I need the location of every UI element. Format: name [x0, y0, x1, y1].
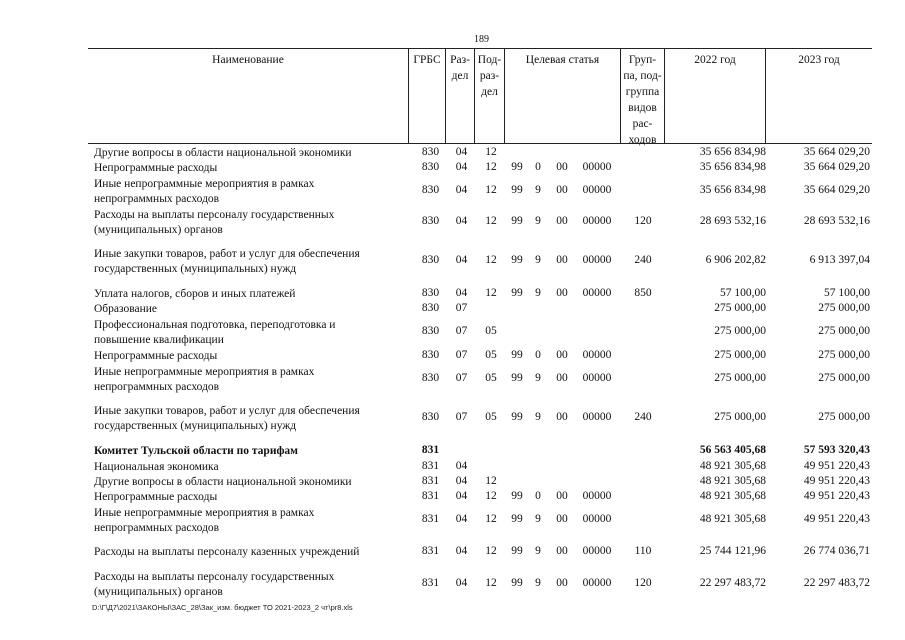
cell-rz: 04 [455, 475, 468, 487]
cell-cs3: 00 [556, 349, 568, 361]
cell-grbs: 830 [421, 411, 440, 423]
cell-cs3: 00 [556, 513, 568, 525]
cell-cs1: 99 [511, 215, 523, 227]
cell-rz: 04 [455, 254, 468, 266]
cell-name: Иные непрограммные мероприятия в рамках непрограммных расходов [94, 178, 315, 205]
cell-v2022: 275 000,00 [714, 302, 766, 314]
header-2023: 2023 год [798, 54, 840, 66]
header-podrazdel: Под- раз- дел [475, 49, 505, 143]
cell-rz: 07 [455, 372, 468, 384]
cell-v2022: 48 921 305,68 [699, 513, 766, 525]
cell-cs2: 0 [535, 490, 541, 502]
cell-name: Профессиональная подготовка, переподготовка и повышение квалификации [94, 319, 336, 346]
cell-name: Расходы на выплаты персоналу государственных (муниципальных) органов [94, 209, 335, 236]
cell-grbs: 830 [421, 287, 440, 299]
cell-v2022: 57 100,00 [720, 287, 766, 299]
cell-name: Уплата налогов, сборов и иных платежей [94, 288, 296, 300]
cell-v2022: 48 921 305,68 [699, 490, 766, 502]
header-group: Груп- па, под- группа видов рас- ходов [621, 49, 665, 143]
cell-v2022: 6 906 202,82 [705, 254, 766, 266]
cell-cs4: 00000 [582, 411, 612, 423]
cell-pr: 12 [485, 513, 497, 525]
cell-grbs: 830 [421, 372, 440, 384]
cell-rz: 04 [455, 513, 468, 525]
cell-name: Расходы на выплаты персоналу казенных учреждений [94, 546, 360, 558]
cell-v2022: 275 000,00 [714, 349, 766, 361]
cell-name: Другие вопросы в области национальной экономики [94, 476, 352, 488]
cell-grbs: 831 [421, 577, 440, 589]
cell-cs4: 00000 [582, 184, 612, 196]
cell-cs2: 9 [535, 513, 541, 525]
cell-cs3: 00 [556, 254, 568, 266]
cell-cs2: 9 [535, 254, 541, 266]
cell-cs4: 00000 [582, 161, 612, 173]
cell-rz: 04 [455, 161, 468, 173]
cell-cs2: 9 [535, 287, 541, 299]
cell-pr: 05 [485, 411, 497, 423]
cell-cs3: 00 [556, 372, 568, 384]
cell-rz: 04 [455, 287, 468, 299]
cell-pr: 12 [485, 545, 497, 557]
cell-cs3: 00 [556, 161, 568, 173]
cell-rz: 04 [455, 146, 468, 158]
cell-cs3: 00 [556, 215, 568, 227]
cell-v2022: 35 656 834,98 [699, 146, 766, 158]
cell-cs1: 99 [511, 490, 523, 502]
cell-v2023: 57 593 320,43 [803, 444, 870, 456]
cell-v2022: 48 921 305,68 [699, 460, 766, 472]
cell-cs4: 00000 [582, 545, 612, 557]
cell-cs4: 00000 [582, 577, 612, 589]
cell-pr: 12 [485, 577, 497, 589]
cell-pr: 12 [485, 215, 497, 227]
cell-grbs: 831 [421, 460, 440, 472]
cell-name: Национальная экономика [94, 461, 219, 473]
cell-grbs: 831 [421, 513, 440, 525]
cell-rz: 04 [455, 460, 468, 472]
cell-rz: 07 [455, 349, 468, 361]
cell-name: Иные закупки товаров, работ и услуг для обеспечения государственных (муниципальных) нужд [94, 405, 360, 432]
cell-pr: 12 [485, 490, 497, 502]
cell-grbs: 831 [421, 475, 440, 487]
cell-name: Другие вопросы в области национальной экономики [94, 147, 352, 159]
cell-cs1: 99 [511, 372, 523, 384]
cell-rz: 07 [455, 411, 468, 423]
cell-v2023: 35 664 029,20 [803, 146, 870, 158]
cell-v2023: 275 000,00 [818, 411, 870, 423]
cell-cs1: 99 [511, 287, 523, 299]
header-grbs: ГРБС [409, 49, 446, 143]
cell-cs2: 0 [535, 161, 541, 173]
cell-name: Иные непрограммные мероприятия в рамках непрограммных расходов [94, 366, 315, 393]
cell-name: Иные непрограммные мероприятия в рамках непрограммных расходов [94, 507, 315, 534]
header-target: Целевая статья [505, 49, 621, 143]
cell-v2023: 275 000,00 [818, 325, 870, 337]
cell-cs1: 99 [511, 411, 523, 423]
cell-rz: 04 [455, 490, 468, 502]
cell-pr: 12 [485, 287, 497, 299]
cell-grbs: 831 [421, 545, 440, 557]
cell-cs4: 00000 [582, 287, 612, 299]
cell-name: Образование [94, 303, 158, 315]
cell-v2023: 28 693 532,16 [803, 215, 870, 227]
cell-cs2: 9 [535, 372, 541, 384]
cell-grbs: 830 [421, 325, 440, 337]
cell-name: Непрограммные расходы [94, 162, 218, 174]
cell-grbs: 830 [421, 146, 440, 158]
table-header [88, 48, 872, 144]
cell-cs2: 9 [535, 411, 541, 423]
cell-pr: 12 [485, 254, 497, 266]
cell-v2023: 6 913 397,04 [809, 254, 870, 266]
cell-grbs: 830 [421, 302, 440, 314]
cell-v2022: 35 656 834,98 [699, 161, 766, 173]
cell-rz: 04 [455, 545, 468, 557]
cell-pr: 12 [485, 161, 497, 173]
cell-pr: 12 [485, 184, 497, 196]
cell-v2022: 25 744 121,96 [699, 545, 766, 557]
cell-cs1: 99 [511, 577, 523, 589]
cell-rz: 04 [455, 184, 468, 196]
cell-v2023: 275 000,00 [818, 349, 870, 361]
page-number: 189 [474, 34, 489, 45]
cell-v2023: 35 664 029,20 [803, 184, 870, 196]
cell-grbs: 831 [421, 444, 440, 456]
cell-pr: 05 [485, 349, 497, 361]
cell-rz: 07 [455, 325, 468, 337]
cell-grbs: 830 [421, 254, 440, 266]
cell-cs3: 00 [556, 287, 568, 299]
cell-grbs: 830 [421, 349, 440, 361]
cell-cs3: 00 [556, 490, 568, 502]
cell-pr: 12 [485, 146, 497, 158]
cell-cs2: 9 [535, 184, 541, 196]
cell-cs4: 00000 [582, 254, 612, 266]
cell-cs1: 99 [511, 184, 523, 196]
cell-v2023: 35 664 029,20 [803, 161, 870, 173]
cell-cs1: 99 [511, 161, 523, 173]
cell-v2023: 49 951 220,43 [803, 490, 870, 502]
cell-grbs: 831 [421, 490, 440, 502]
cell-cs1: 99 [511, 349, 523, 361]
cell-rz: 07 [455, 302, 468, 314]
cell-cs4: 00000 [582, 372, 612, 384]
cell-v2023: 49 951 220,43 [803, 513, 870, 525]
cell-vr: 240 [634, 254, 652, 266]
cell-cs3: 00 [556, 577, 568, 589]
cell-v2022: 275 000,00 [714, 411, 766, 423]
cell-cs1: 99 [511, 254, 523, 266]
cell-cs4: 00000 [582, 513, 612, 525]
cell-grbs: 830 [421, 215, 440, 227]
file-path-footer: D:\Г\Д7\2021\ЗАКОНЫ\ЗАС_28\Зак_изм. бюджет ТО 2021-2023_2 чт\pr8.xls [92, 603, 353, 612]
header-name: Наименование [88, 49, 409, 143]
cell-cs2: 9 [535, 545, 541, 557]
cell-v2022: 28 693 532,16 [699, 215, 766, 227]
cell-v2022: 35 656 834,98 [699, 184, 766, 196]
cell-pr: 12 [485, 475, 497, 487]
cell-name: Непрограммные расходы [94, 350, 218, 362]
cell-v2023: 49 951 220,43 [803, 475, 870, 487]
cell-v2023: 57 100,00 [824, 287, 870, 299]
cell-v2023: 275 000,00 [818, 372, 870, 384]
cell-name: Иные закупки товаров, работ и услуг для обеспечения государственных (муниципальных) нужд [94, 248, 360, 275]
cell-cs2: 0 [535, 349, 541, 361]
cell-vr: 110 [634, 545, 652, 557]
cell-name: Непрограммные расходы [94, 491, 218, 503]
cell-v2023: 49 951 220,43 [803, 460, 870, 472]
cell-cs1: 99 [511, 513, 523, 525]
cell-v2023: 22 297 483,72 [803, 577, 870, 589]
header-razdel: Раз- дел [446, 49, 475, 143]
cell-cs2: 9 [535, 215, 541, 227]
cell-cs1: 99 [511, 545, 523, 557]
cell-cs3: 00 [556, 411, 568, 423]
cell-cs4: 00000 [582, 490, 612, 502]
cell-grbs: 830 [421, 161, 440, 173]
cell-v2023: 26 774 036,71 [803, 545, 870, 557]
header-2022: 2022 год [665, 49, 766, 143]
cell-pr: 05 [485, 325, 497, 337]
cell-vr: 850 [634, 287, 652, 299]
cell-v2023: 275 000,00 [818, 302, 870, 314]
cell-v2022: 275 000,00 [714, 325, 766, 337]
cell-vr: 120 [634, 215, 652, 227]
cell-vr: 240 [634, 411, 652, 423]
cell-name: Расходы на выплаты персоналу государственных (муниципальных) органов [94, 571, 335, 598]
cell-v2022: 48 921 305,68 [699, 475, 766, 487]
cell-name: Комитет Тульской области по тарифам [94, 445, 298, 457]
cell-v2022: 275 000,00 [714, 372, 766, 384]
cell-v2022: 22 297 483,72 [699, 577, 766, 589]
cell-cs3: 00 [556, 545, 568, 557]
cell-pr: 05 [485, 372, 497, 384]
cell-grbs: 830 [421, 184, 440, 196]
cell-cs4: 00000 [582, 349, 612, 361]
cell-cs2: 9 [535, 577, 541, 589]
cell-v2022: 56 563 405,68 [699, 444, 766, 456]
cell-vr: 120 [634, 577, 652, 589]
cell-rz: 04 [455, 215, 468, 227]
cell-rz: 04 [455, 577, 468, 589]
cell-cs4: 00000 [582, 215, 612, 227]
cell-cs3: 00 [556, 184, 568, 196]
